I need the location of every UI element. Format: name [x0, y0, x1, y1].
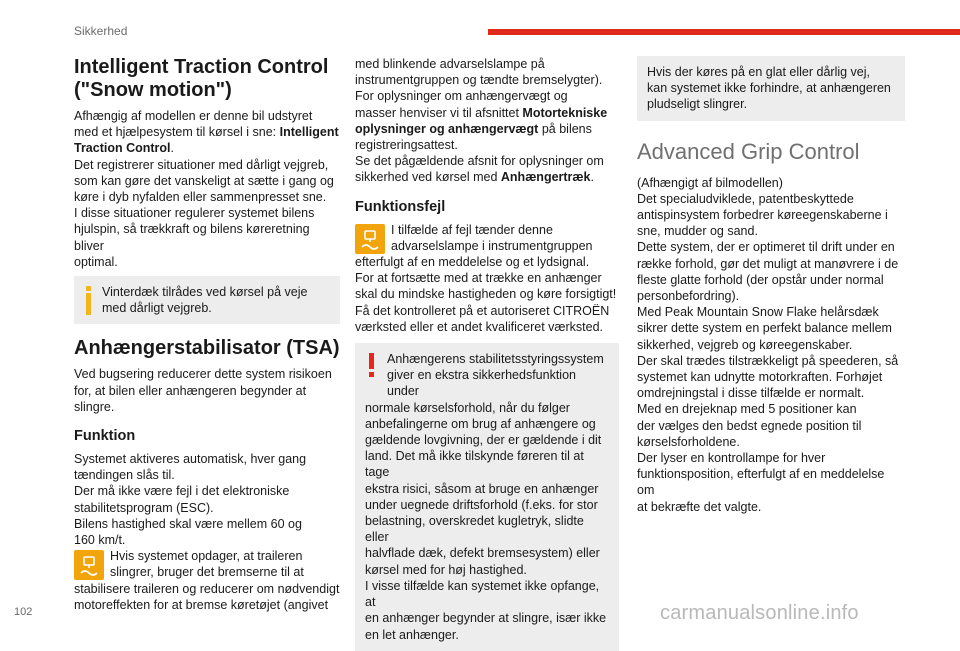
bold-term: Anhængertræk — [500, 170, 591, 185]
text-line: 160 km/t. — [74, 533, 126, 548]
text-line: funktionsposition, efterfulgt af en meddelelse om — [637, 467, 885, 498]
itc-intro — [74, 108, 340, 270]
bold-term: oplysninger og anhængervægt — [355, 121, 539, 136]
lamp-paragraph — [74, 548, 340, 613]
text-line: gældende lovgivning, der er gældende i dit — [365, 433, 602, 448]
text-line: Se det pågældende afsnit for oplysninger om — [355, 154, 604, 169]
text-line: I disse situationer regulerer systemet bilens — [74, 206, 315, 221]
note-box — [637, 56, 905, 121]
text-line — [355, 105, 619, 121]
trailer-stability-warning-lamp-icon — [74, 550, 104, 580]
text-line: giver en ekstra sikkerhedsfunktion under — [387, 368, 576, 399]
bold-term: Intelligent — [279, 125, 339, 140]
warning-text — [365, 351, 609, 643]
tsa-title: Anhængerstabilisator (TSA) — [74, 337, 340, 360]
text-line — [74, 140, 340, 156]
text-line: slingre. — [74, 399, 115, 414]
text-line: land. Det må ikke tilskynde føreren til at tage — [365, 449, 584, 480]
tsa-intro — [74, 366, 340, 415]
text-line: Bilens hastighed skal være mellem 60 og — [74, 516, 302, 531]
text-line: Der skal trædes tilstrækkeligt på speederen, så — [637, 353, 899, 368]
text-line: at bekræfte det valgte. — [637, 499, 762, 514]
text-fragment: . — [170, 141, 175, 156]
text-line — [355, 169, 619, 185]
text-line: for, at bilen eller anhængeren begynder at — [74, 383, 307, 398]
funktionsfejl-title: Funktionsfejl — [355, 198, 446, 215]
text-line: køre i dyb nyfalden eller sammenpresset sne. — [74, 190, 327, 205]
text-line: motoreffekten for at bremse køretøjet (angivet — [74, 597, 329, 612]
text-line: sikrer dette system en perfekt balance mellem — [637, 321, 892, 336]
column-left — [74, 56, 340, 613]
page-number: 102 — [14, 606, 33, 618]
text-line: Anhængerens stabilitetsstyringssystem — [387, 352, 604, 367]
text-line — [74, 124, 340, 140]
text-line: ekstra risici, såsom at bruge en anhænger — [365, 481, 599, 496]
text-line: I tilfælde af fejl tænder denne — [391, 222, 553, 237]
itc-title-line: Intelligent Traction Control — [74, 56, 329, 78]
text-line: række forhold, gør det muligt at manøvrere i de — [637, 256, 899, 271]
text-line: Hvis systemet opdager, at traileren — [110, 549, 303, 564]
text-line: med dårligt vejgreb. — [102, 301, 212, 316]
info-box — [74, 276, 340, 324]
text-line: normale kørselsforhold, når du følger — [365, 400, 570, 415]
text-line: kørsel med for høj hastighed. — [365, 562, 527, 577]
text-line: I visse tilfælde kan systemet ikke opfange, at — [365, 578, 600, 610]
text-line: sne, mudder og sand. — [637, 224, 758, 239]
text-line: tændingen slås til. — [74, 468, 175, 483]
info-icon — [84, 284, 94, 312]
text-line: Hvis der køres på en glat eller dårlig vej, — [647, 65, 871, 79]
text-line: anbefalingerne om brug af anhængere og — [365, 416, 596, 431]
tsa-continued — [355, 56, 619, 186]
header-accent-bar — [488, 29, 960, 35]
watermark: carmanualsonline.info — [660, 602, 859, 624]
text-line: en anhænger begynder at slingre, især ikke — [365, 611, 607, 626]
text-line: Med Peak Mountain Snow Flake helårsdæk — [637, 305, 879, 320]
text-line: Det registrerer situationer med dårligt vejgreb, — [74, 157, 329, 172]
text-line: som kan gøre det vanskeligt at sætte i gang og — [74, 173, 334, 188]
text-line: Der lyser en kontrollampe for hver — [637, 451, 826, 466]
text-line: Afhængig af modellen er denne bil udstyret — [74, 109, 313, 123]
bold-term: Traction Control — [74, 141, 171, 156]
text-line: stabilisere traileren og reducerer om nødvendigt — [74, 581, 340, 596]
agc-text — [637, 175, 905, 515]
text-line: optimal. — [74, 254, 118, 269]
text-line: Med en drejeknap med 5 positioner kan — [637, 402, 857, 417]
text-fragment: med et hjælpesystem til kørsel i sne: — [74, 125, 280, 140]
text-line: under uegnede driftsforhold (f.eks. for stor — [365, 497, 598, 512]
text-line: hjulspin, så trækkraft og bilens køreretning bliver — [74, 222, 310, 253]
text-line: sikkerhed, vejgreb og køreegenskaber. — [637, 337, 853, 352]
text-line: For at fortsætte med at trække en anhænger — [355, 271, 602, 286]
itc-title-line: ("Snow motion") — [74, 79, 232, 101]
warning-box — [355, 343, 619, 651]
text-line: pludseligt slingrer. — [647, 97, 748, 112]
text-line: fleste glatte forhold (der opstår under normal — [637, 272, 884, 287]
text-line: Systemet aktiveres automatisk, hver gang — [74, 452, 307, 467]
text-line: registreringsattest. — [355, 138, 458, 153]
funktion-title: Funktion — [74, 428, 136, 445]
text-line: værksted eller et andet kvalificeret værksted. — [355, 319, 604, 334]
text-fragment: sikkerhed ved kørsel med — [355, 170, 501, 185]
text-line: halvflade dæk, defekt bremsesystem) eller — [365, 546, 600, 561]
text-line: belastning, overskredet kugletryk, slidte eller — [365, 514, 584, 545]
text-line: For oplysninger om anhængervægt og — [355, 89, 568, 104]
text-line: der vælges den bedst egnede position til — [637, 418, 862, 433]
text-line: omdrejningstal i disse tilfælde er normalt. — [637, 386, 865, 401]
warning-exclamation-icon — [369, 353, 375, 377]
fejl-lamp-paragraph — [355, 222, 619, 335]
text-line: advarselslampe i instrumentgruppen — [391, 238, 593, 253]
column-middle — [355, 56, 619, 651]
text-line: systemet kan udnytte motorkraften. Forhøjet — [637, 370, 883, 385]
text-line: efterfulgt af en meddelelse og et lydsignal. — [355, 255, 590, 270]
trailer-stability-warning-lamp-icon — [355, 224, 385, 254]
text-line: instrumentgruppen og tændte bremselygter). — [355, 73, 603, 88]
text-line: slingrer, bruger det bremserne til at — [110, 565, 304, 580]
text-line: Det specialudviklede, patentbeskyttede — [637, 191, 854, 206]
text-line: antispinsystem forbedrer køreegenskaberne i — [637, 208, 888, 223]
info-text — [102, 284, 307, 316]
text-line: Ved bugsering reducerer dette system risikoen — [74, 367, 332, 382]
text-line: Der må ikke være fejl i det elektroniske — [74, 484, 290, 499]
text-line: skal du mindske hastigheden og køre forsigtigt! — [355, 287, 617, 302]
text-line: kørselsforholdene. — [637, 434, 740, 449]
text-line: en let anhænger. — [365, 627, 459, 642]
text-fragment: masser henviser vi til afsnittet — [355, 105, 523, 120]
funktion-text — [74, 451, 340, 548]
text-line: Vinterdæk tilrådes ved kørsel på veje — [102, 285, 308, 300]
text-line — [355, 121, 619, 137]
itc-title — [74, 56, 340, 102]
text-line: stabilitetsprogram (ESC). — [74, 500, 214, 515]
section-title: Sikkerhed — [74, 24, 128, 38]
text-line: Dette system, der er optimeret til drift under en — [637, 240, 895, 255]
text-line: kan systemet ikke forhindre, at anhængeren — [647, 81, 891, 96]
bold-term: Motortekniske — [522, 105, 608, 120]
text-fragment: på bilens — [538, 121, 592, 136]
text-line: (Afhængigt af bilmodellen) — [637, 175, 783, 190]
text-line: med blinkende advarselslampe på — [355, 57, 545, 71]
text-fragment: . — [590, 170, 594, 185]
text-line: Få det kontrolleret på et autoriseret CITROËN — [355, 303, 610, 318]
text-line: personbefordring). — [637, 289, 740, 304]
column-right — [637, 56, 905, 515]
agc-title: Advanced Grip Control — [637, 138, 860, 164]
